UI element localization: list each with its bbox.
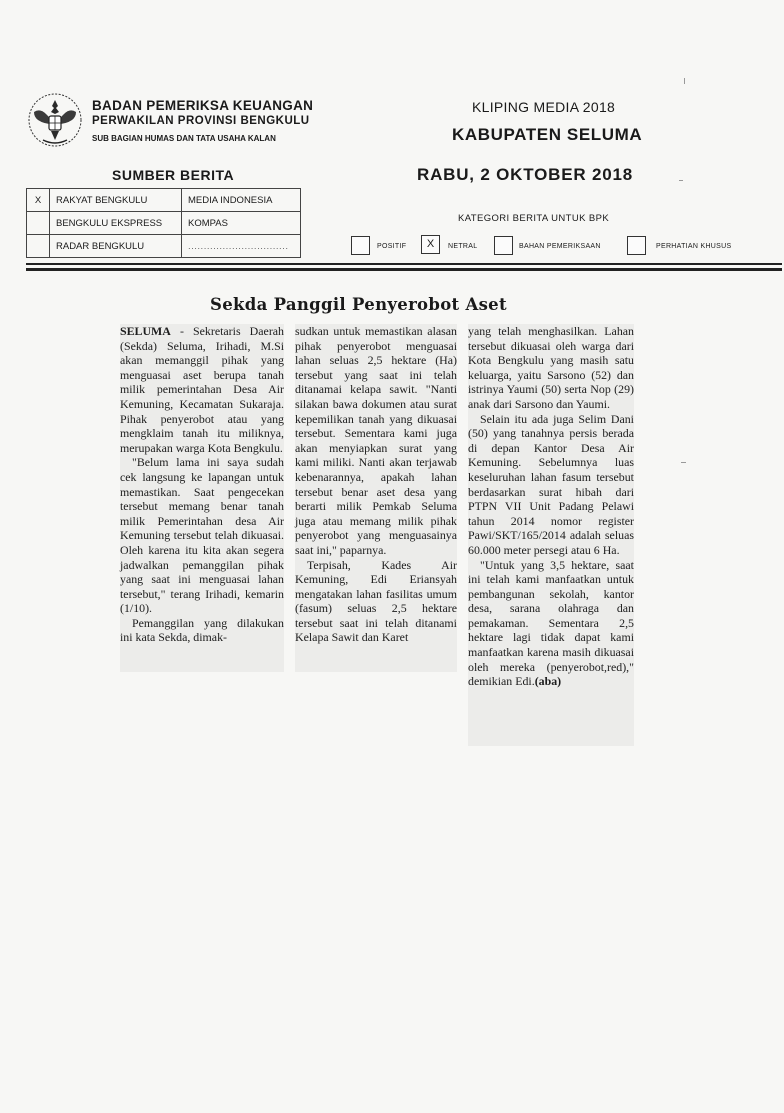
org-unit: PERWAKILAN PROVINSI BENGKULU xyxy=(92,115,310,127)
garuda-emblem-icon xyxy=(26,90,84,152)
org-subunit: SUB BAGIAN HUMAS DAN TATA USAHA KALAN xyxy=(92,134,276,143)
author-initials: (aba) xyxy=(534,674,562,689)
scan-speck xyxy=(681,462,686,463)
article-paragraph: Terpisah, Kades Air Kemuning, Edi Eriansyah mengatakan lahan fasilitas umum (fasum) seluas 2,5 hektare tersebut saat ini telah ditanami Kelapa Sawit dan Karet xyxy=(295,557,457,645)
source-name: RADAR BENGKULU xyxy=(50,235,182,258)
category-checkbox-netral[interactable]: X xyxy=(421,235,440,254)
source-mark: X xyxy=(27,189,50,212)
article-column xyxy=(120,324,284,672)
article-column xyxy=(468,324,634,746)
article-column xyxy=(295,324,457,672)
dateline: SELUMA xyxy=(120,324,171,338)
org-name: BADAN PEMERIKSA KEUANGAN xyxy=(92,98,314,113)
category-label: PERHATIAN KHUSUS xyxy=(656,243,732,250)
article-paragraph: yang telah menghasilkan. Lahan tersebut dikuasai oleh warga dari Kota Bengkulu yang masih satu keluarga, yaitu Sarsono (52) dan istrinya Yaumi (50) serta Nop (29) anak dari Sarsono dan Yaumi. xyxy=(468,324,634,411)
source-name: RAKYAT BENGKULU xyxy=(50,189,182,212)
category-checkbox-perhatian-khusus[interactable] xyxy=(627,236,646,255)
publication-date: RABU, 2 OKTOBER 2018 xyxy=(417,165,633,184)
category-checkbox-bahan-pemeriksaan[interactable] xyxy=(494,236,513,255)
source-name: KOMPAS xyxy=(182,212,301,235)
source-mark xyxy=(27,212,50,235)
category-title: KATEGORI BERITA UNTUK BPK xyxy=(458,213,610,224)
sources-title: SUMBER BERITA xyxy=(112,167,235,183)
article-headline: Sekda Panggil Penyerobot Aset xyxy=(210,295,507,314)
article-paragraph: "Belum lama ini saya sudah cek langsung ke lapangan untuk memastikan. Saat pengecekan tersebut memang benar tanah milik Pemerintahan desa Air Kemuning tersebut telah dikuasai. Oleh karena itu kita akan segera jadwalkan pemanggilan pihak yang saat ini menguasai lahan tersebut," terang Irihadi, kemarin (1/10). xyxy=(120,455,284,616)
article-paragraph: sudkan untuk memastikan alasan pihak penyerobot menguasai lahan seluas 2,5 hektare (Ha) tersebut yang saat ini telah ditanamai kelapa sawit. "Nanti silakan bawa dokumen atau surat kepemilikan tanah yang dikuasai tersebut. Sementara kami juga akan menyiapkan surat yang kami miliki. Nanti akan terjawab kebenarannya, apakah lahan tersebut benar aset desa yang berarti milik Pemkab Seluma juga atau memang milik pihak penyerobot yang menguasainya saat ini," paparnya. xyxy=(295,324,457,557)
category-label: NETRAL xyxy=(448,243,478,250)
article-paragraph: Pemanggilan yang dilakukan ini kata Sekda, dimak- xyxy=(120,615,284,645)
source-row xyxy=(27,235,301,258)
divider xyxy=(26,263,782,265)
sources-table xyxy=(26,188,301,258)
source-mark xyxy=(27,235,50,258)
source-name: BENGKULU EKSPRESS xyxy=(50,212,182,235)
scan-speck xyxy=(684,78,685,84)
article-paragraph: Selain itu ada juga Selim Dani (50) yang tanahnya persis berada di depan Kantor Desa Air Kemuning. Sebelumnya luas keseluruhan lahan fasum tersebut berdasarkan surat hibah dari PTPN VII Unit Padang Pelawi tahun 2014 nomor register Pawi/SKT/165/2014 adalah seluas 60.000 meter persegi atau 6 Ha. xyxy=(468,411,634,557)
category-checkbox-positif[interactable] xyxy=(351,236,370,255)
source-blank-line: ................................ xyxy=(182,235,301,258)
source-row xyxy=(27,189,301,212)
source-name: MEDIA INDONESIA xyxy=(182,189,301,212)
article-body xyxy=(118,324,636,746)
category-label: BAHAN PEMERIKSAAN xyxy=(519,243,601,250)
doc-type: KLIPING MEDIA 2018 xyxy=(472,99,616,115)
divider xyxy=(26,268,782,271)
article-paragraph: "Untuk yang 3,5 hektare, saat ini telah kami manfaatkan untuk pembangunan sekolah, kantor desa, sarana olahraga dan pemakaman. Sementara 2,5 hektare lagi tidak dapat kami manfaatkan karena masih dikuasai oleh mereka (penyerobot,red)," demikian Edi.(aba) xyxy=(468,557,634,689)
category-label: POSITIF xyxy=(377,243,407,250)
source-row xyxy=(27,212,301,235)
scan-speck xyxy=(679,180,683,181)
region-title: KABUPATEN SELUMA xyxy=(452,125,643,144)
article-paragraph: SELUMA - Sekretaris Daerah (Sekda) Seluma, Irihadi, M.Si akan memanggil pihak yang menguasai aset berupa tanah milik pemerintahan Desa Air Kemuning, Kecamatan Sukaraja. Pihak penyerobot atau yang mengklaim tanah itu miliknya, merupakan warga Kota Bengkulu. xyxy=(120,324,284,455)
